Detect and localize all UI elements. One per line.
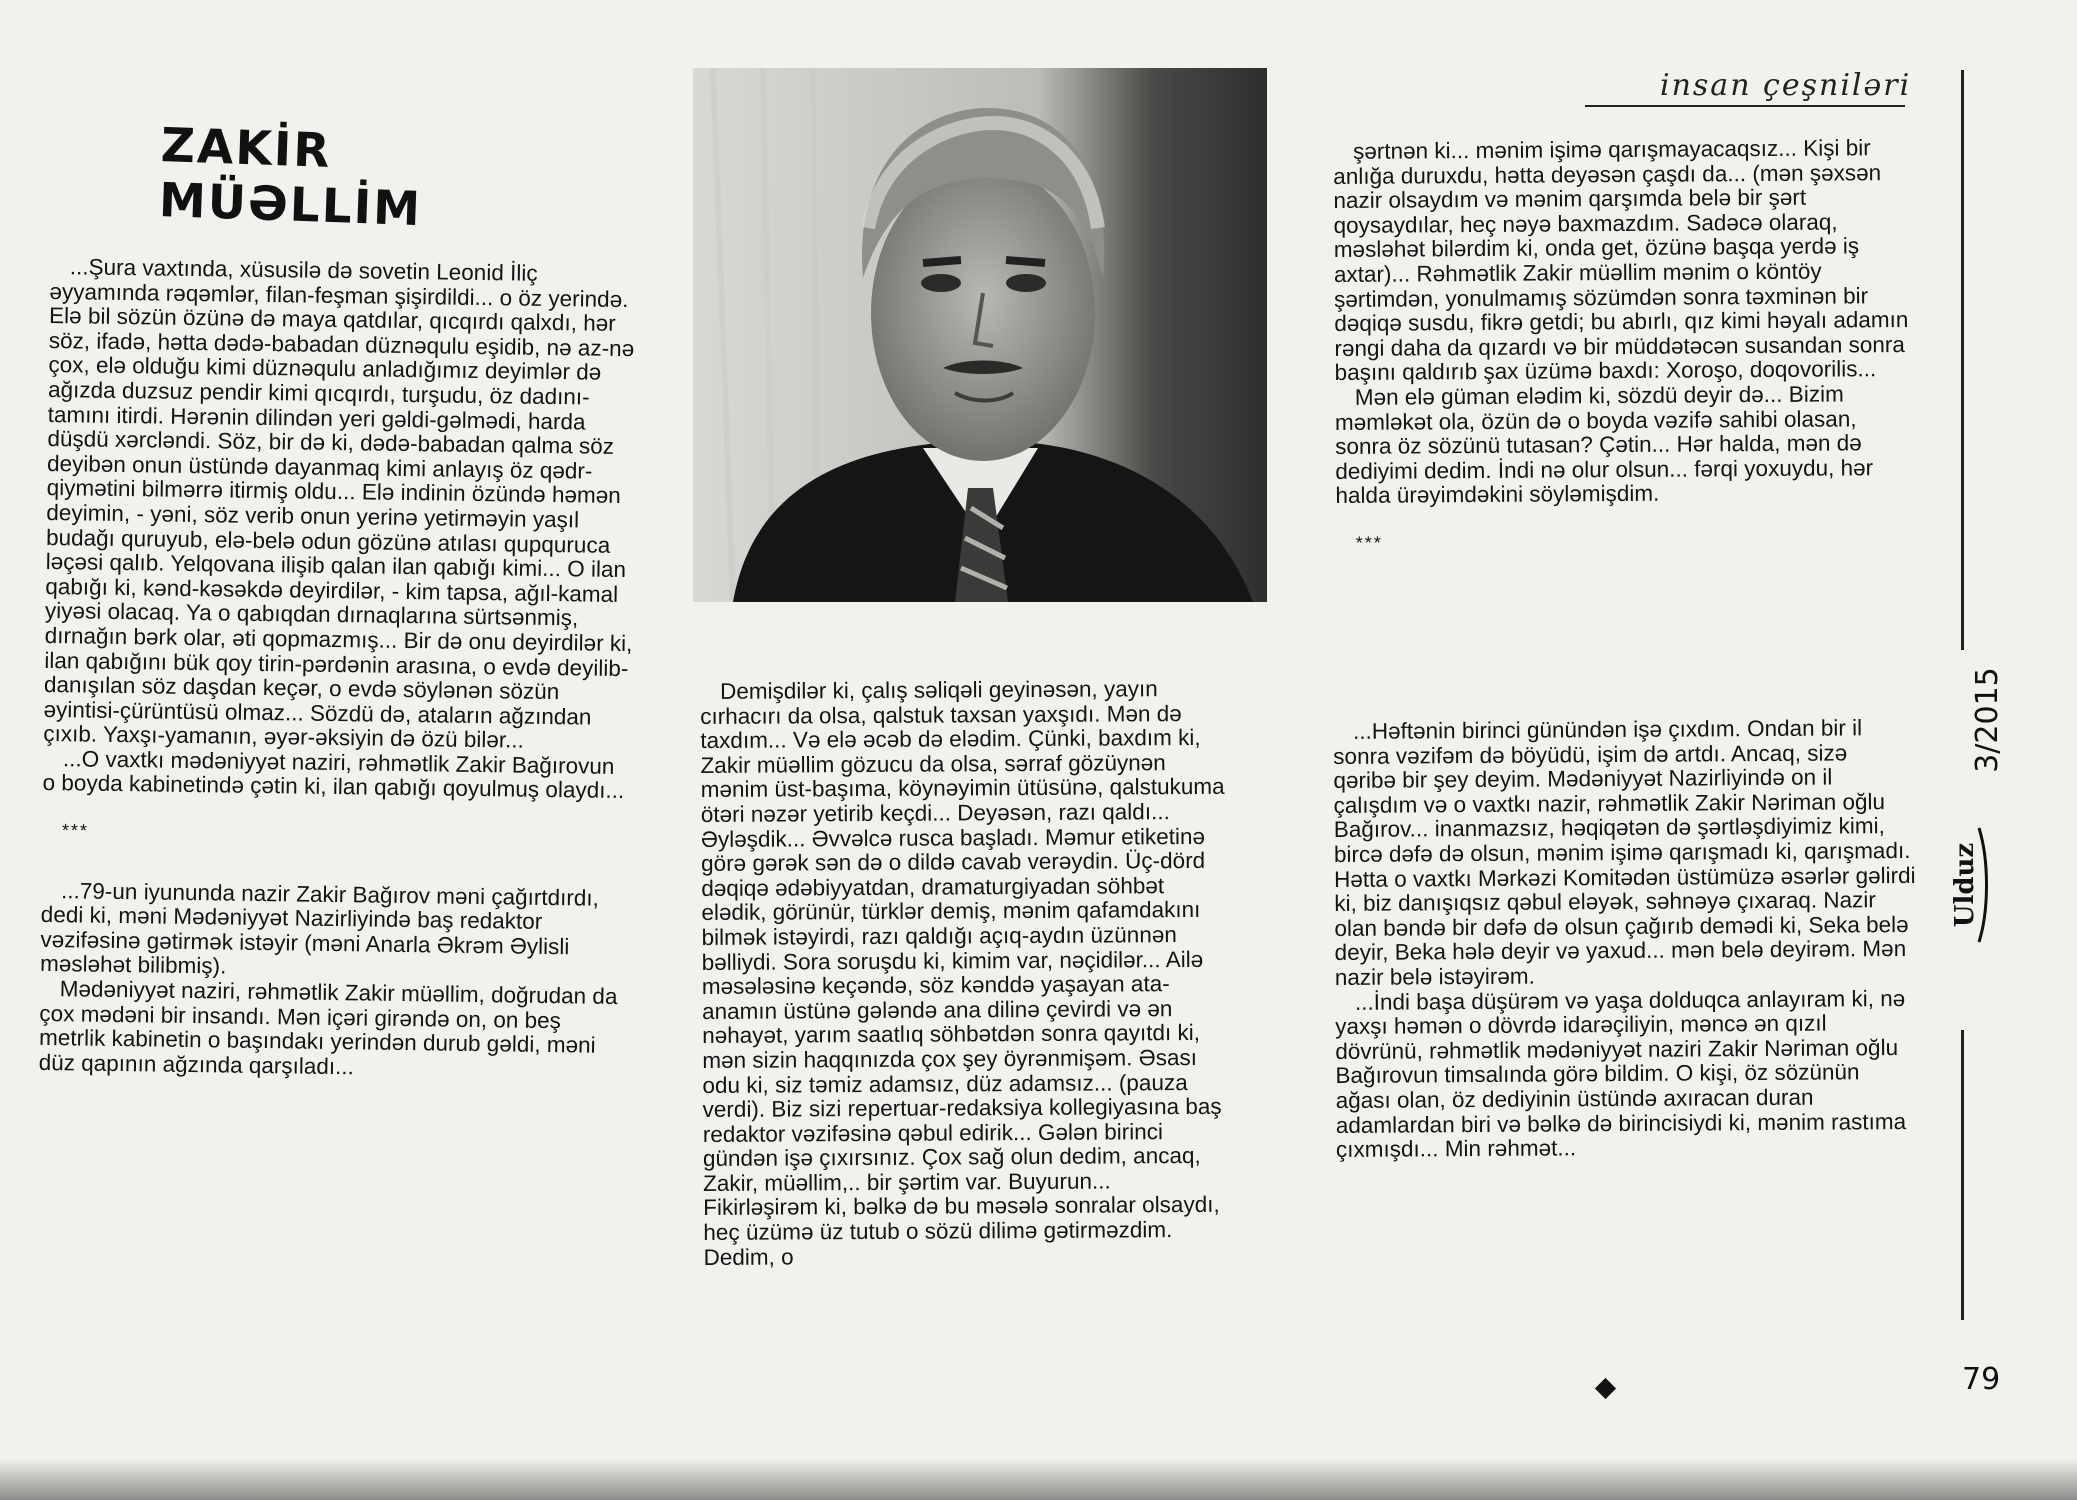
paragraph: Mədəniyyət naziri, rəhmətlik Zakir müəllim, doğrudan da çox mədəni bir insandı. Mən içəri girəndə on, on beş metrlik kabinetin o başındakı yerindən durub gəldi, məni düz qapının ağzında qarşıladı... [38,976,618,1080]
side-rule [1961,70,1964,650]
section-name: insan çeşniləri [1660,68,1912,103]
portrait-photo [693,68,1267,602]
section-separator: *** [61,820,90,841]
article-column-1 [39,255,640,1084]
magazine-logo [1935,820,1995,950]
article-column-3 [1333,136,1918,592]
side-rule [1961,1030,1964,1320]
paragraph: ...Həftənin birinci günündən işə çıxdım. Ondan bir il sonra vəzifəm də böyüdü, işim də artdı. Ancaq, sizə qəribə bir şey deyim. Mədəniyyət Nazirliyində on il çalışdım və o vaxtkı nazir, rəhmətlik Zakir Nəriman oğlu Bağırov... inanmazsız, həqiqətən də şərtləşdiyimiz kimi, bircə dəfə də olsun, mənim işimə qarışmadı ki, qarışmadı. Hətta o vaxtkı Mərkəzi Komitədən üstümüzə əsərlər gəlirdi ki, biz danışıqsız qəbul eləyək, səhnəyə çıxaraq. Nazir olan bəndə bir dəfə də olsun çağırıb demədi ki, Seka belə deyir, Beka hələ deyir və yaxud... mən belə deyirəm. Mən nazir belə istəyirəm. [1333,715,1916,990]
page-edge-shadow [0,1458,2077,1500]
article-column-2 [700,677,1229,1270]
issue-number: 3/2015 [1970,667,2005,773]
paragraph: ...Şura vaxtında, xüsusilə də sovetin Leonid İliç əyyamında rəqəmlər, filan-feşman şişirdildi... o öz yerində. Elə bil sözün özünə də maya qatdılar, qıcqırdı qalxdı, hər söz, ifadə, hətta dədə-babadan düznəqulu eşidib, nə az-nə çox, elə olduğu kimi düznəqulu anladığımız deyimlər də ağızda duzsuz pendir kimi qıcqırdı, turşudu, öz dadını-tamını itirdi. Hərənin dilindən yeri gəldi-gəlmədi, harda düşdü xərcləndi. Söz, bir də ki, dədə-babadan qalma söz deyibən onun üstündə dayanmaq kimi anlayış öz qədr-qiymətini bilmərrə itirmiş oldu... Elə indinin özündə həmən deyimin, - yəni, söz verib onun yerinə yetirməyin yaşıl budağı quruyub, elə-belə odun gözünə atılası qupquruca ləçəsi qalıb. Yelqovana ilişib qalan ilan qabığı kimi... O ilan qabığı ki, kənd-kəsəkdə deyirdilər, - kim tapsa, ağıl-kamal yiyəsi olacaq. Ya o qabıqdan dırnaqlarına sürtsənmiş, dırnağın bərk olar, əti qopmazmış... Bir də onu deyirdilər ki, ilan qabığını bük qoy tirin-pərdənin arasına, o evdə deyilib-danışılan söz daşdan keçər, o evdə söylənən sözün əyintisi-çürüntüsü olmaz... Sözdü də, ataların ağzından çıxıb. Yaxşı-yamanın, əyər-əksiyin də özü bilər... [43,254,635,753]
page-number: 79 [1962,1362,2001,1397]
article-column-3-continued [1333,716,1918,1163]
article-title: ZAKİR MÜƏLLİM [158,118,423,238]
paragraph: şərtnən ki... mənim işimə qarışmayacaqsız... Kişi bir anlığa duruxdu, hətta deyəsən çaşdı da... (mən şəxsən nazir olsaydım və mənim qarşımda belə bir şərt qoysaydılar, heç nəyə baxmazdım. Sadəcə olaraq, məsləhət bilərdim ki, onda get, özünə başqa yerdə iş axtar)... Rəhmətlik Zakir müəllim mənim o köntöy şərtimdən, yonulmamış sözümdən sonra təxminən bir dəqiqə susdu, fikrə getdi; bu abırlı, qız kimi həyalı adamın rəngi daha da qızardı və bir müddətəcən susandan sonra başını qaldırıb şax üzümə baxdı: Xoroşo, doqovorilis... [1333,135,1909,386]
paragraph: Demişdilər ki, çalış səliqəli geyinəsən, yayın cırhacırı da olsa, qalstuk taxsan yaxşıdı. Mən də taxdım... Və elə əcəb də elədim. Çünki, baxdım ki, Zakir müəllim gözucu da olsa, sərraf gözüynən mənim üst-başıma, köynəyimin ütüsünə, qalstukuma ötəri nəzər yetirib keçdi... Deyəsən, razı qaldı... Əyləşdik... Əvvəlcə rusca başladı. Məmur etiketinə görə gərək sən də o dildə cavab verəydin. Üç-dörd dəqiqə ədəbiyyatdan, dramaturgiyadan söhbət elədik, görünür, türklər demiş, mənim qafamdakını bilmək istəyirdi, razı qaldığı açıq-aydın üzünnən bəlliydi. Sora soruşdu ki, kimim var, nəçidilər... Ailə məsələsinə keçəndə, söz kənddə yaşayan ata-anamın üstünə gələndə ana dilinə çevirdi və ən nəhayət, yarım saatlıq söhbətdən sonra qayıtdı ki, mən sizin haqqınızda çox şey öyrənmişəm. Əsası odu ki, siz təmiz adamsız, düz adamsız... (pauza verdi). Biz sizi repertuar-redaksiya kollegiyasına baş redaktor vəzifəsinə qəbul edirik... Gələn birinci gündən işə çıxırsınız. Çox sağ olun dedim, ancaq, Zakir, müəllim,.. bir şərtim var. Buyurun... Fikirləşirəm ki, bəlkə də bu məsələ sonralar olsaydı, heç üzümə üz tutub o sözü dilimə gətirməzdim. Dedim, o [700,676,1225,1270]
section-separator: *** [1355,532,1383,553]
logo-text: Ulduz [1950,842,1980,928]
paragraph: ...79-un iyununda nazir Zakir Bağırov məni çağırtdırdı, dedi ki, məni Mədəniyyət Nazirliyində baş redaktor vəzifəsinə gətirmək istəyir (məni Anarla Əkrəm Əylisli məsləhət bilibmiş). [39,877,600,979]
diamond-icon [1595,1378,1616,1399]
paragraph: ...İndi başa düşürəm və yaşa dolduqca anlayıram ki, nə yaxşı həmən o dövrdə idarəçiliyin, məncə ən qızıl dövrünü, rəhmətlik mədəniyyət naziri Zakir Nəriman oğlu Bağırovun timsalında görə bildim. O kişi, öz sözünün ağası olan, öz dediyinin üstündə axıracan duran adamlardan biri və bəlkə də birincisiydi ki, mənim rastıma çıxmışdı... Min rəhmət... [1335,985,1907,1163]
portrait-image-icon [693,68,1267,602]
paragraph: ...O vaxtkı mədəniyyət naziri, rəhmətlik Zakir Bağırovun o boyda kabinetində çətin ki, ilan qabığı qoyulmuş olaydı... [42,746,625,804]
section-rule [1585,105,1905,107]
paragraph: Mən elə güman elədim ki, sözdü deyir də... Bizim məmləkət ola, özün də o boyda vəzifə sahibi olasan, sonra öz sözünü tutasan? Çətin... Hər halda, mən də dediyimi dedim. İndi nə olur olsun... fərqi yoxuydu, hər halda ürəyimdəkini söyləmişdim. [1334,381,1874,509]
